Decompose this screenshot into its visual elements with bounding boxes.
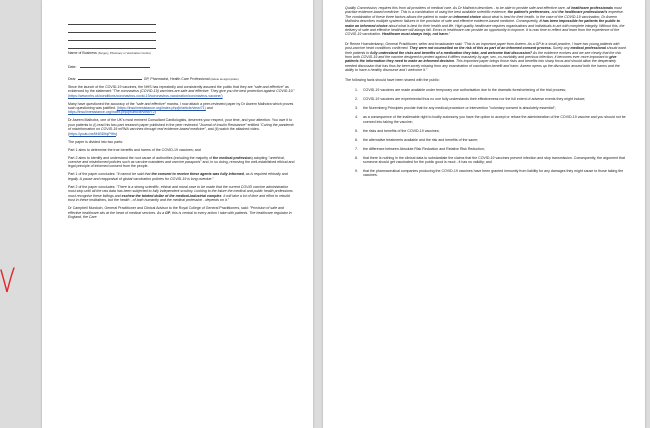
paragraph-nhs-claim: Since the launch of the COVID-19 vaccines, the NHS has repeatedly and consistently assured the public that they are "safe and effective" as evidenced by the statement "The coronavirus (COVID-19) vaccines are safe and effective. They give you the best protection against COVID-19." (https://www.nhs.uk/conditions/coronavirus-covid-19/coronavirus-vaccination/coronavirus-vaccine/) xyxy=(68,84,295,98)
address-line-1[interactable] xyxy=(68,24,156,25)
paragraph-part1-conclusion: Part 1 of the paper concludes: "It cannot be said that the consent to receive these agents was fully informed, as is required ethically and legally. A pause and reappraisal of global vaccination policies for COVID-19 is long overdue." xyxy=(68,172,288,181)
name-of-business-label: Name of Business (Surgery, Pharmacy or Vaccination Centre) xyxy=(68,51,151,55)
list-item: 1. COVID-19 vaccines are made available under temporary use authorisation due to the dramatic foreshortening of the trial process; xyxy=(359,88,628,92)
list-item: 8. that there is nothing in the clinical data to substantiate the claims that the COVID-19 vaccines prevent infection and stop transmission. Consequently, the argument that someone should get vaccinated for the public good is moot - it has no validity; and xyxy=(359,156,628,165)
video-link[interactable]: https://youtu.be/M4BDIfqPHfs xyxy=(69,131,116,136)
address-line-4[interactable] xyxy=(68,48,156,49)
paragraph-questioned: Many have questioned the accuracy of the "safe and effective" mantra. I now attach a peer-reviewed paper by Dr Aseem Malhotra which proves such questioning was justified. (https://insulinresistance.org/index.php/jir/article/view/71) and https://insulinresistance.org/index.php/jir/article/view/72) xyxy=(68,101,294,115)
list-item: 7. the difference between Absolute Risk Reduction and Relative Risk Reduction; xyxy=(359,147,628,151)
paper-link-1[interactable]: (https://insulinresistance.org/index.php/jir/article/view/71) xyxy=(116,106,206,111)
list-item: 9. that the pharmaceutical companies producing the COVID-19 vaccines have been granted immunity from liability for any damages they might cause to those taking the vaccines. xyxy=(359,169,628,178)
recipient-name-field[interactable] xyxy=(78,79,142,80)
list-item: 3. the Nuremberg Principles provide that for any medical procedure or intervention "voluntary consent is absolutely essential"; xyxy=(359,106,628,110)
letter-page-left xyxy=(42,0,313,428)
salutation: Dear GP, Pharmacist, Health Care Professional (delete as appropriate) xyxy=(68,76,239,81)
date-field[interactable] xyxy=(80,67,150,68)
letter-page-right xyxy=(323,0,645,428)
paragraph-part2-aim: Part 2 aims to identify and understand the root cause of authorities (including the majority of the medical profession) adopting "unethical, coercive and misinformed policies such as vaccine mandates and vaccine passports" and, in so doing, removing the well-established ethical and legal principle of informed consent from the people. xyxy=(68,155,295,169)
paper-link-2[interactable]: https://insulinresistance.org/index.php/jir/article/view/72 xyxy=(68,110,155,115)
address-line-3[interactable] xyxy=(68,40,156,41)
date-label: Date: xyxy=(68,65,296,69)
paragraph-two-parts: The paper is divided into two parts: xyxy=(68,139,124,144)
list-item: 4. as a consequence of the inalienable right to bodily autonomy you have the option to accept or refuse the administration of the COVID-19 vaccine and you should not be coerced into taking the vaccine; xyxy=(359,115,628,124)
paragraph-facts-intro: The following facts should have been shared with the public: xyxy=(345,77,440,82)
list-item: 2. COVID-19 vaccines are experimental thus no one fully understands their effectiveness nor the full extent of adverse events they might induce; xyxy=(359,97,628,101)
paragraph-malhotra: Dr Aseem Malhotra, one of the UK's most eminent Consultant Cardiologists, deserves your respect, your time, and your attention. You owe it to your patients to (i) read his two-part research paper published in the peer reviewed "Journal of Insulin Resistance" entitled "Curing the pandemic of misinformation on COVID-19 mRNA vaccines through real evidence-based medicine", and (ii) watch the attached video. (https://youtu.be/M4BDIfqPHfs) xyxy=(68,118,295,136)
paragraph-part2-conclusion: Part 2 of the paper concludes: "There is a strong scientific, ethical and moral case to be made that the current COVID vaccine administration must stop until all the raw data has been subjected to fully independent scrutiny. Looking to the future the medical and public health professions must recognise these failings and eschew the tainted dollar of the medical-industrial complex. It will take a lot of time and effort to rebuild trust in these institutions, but the health - of both humanity and the medical profession - depends on it." xyxy=(68,184,293,203)
nhs-link[interactable]: (https://www.nhs.uk/conditions/coronavirus-covid-19/coronavirus-vaccination/coronavirus-vaccine/) xyxy=(68,93,223,98)
paragraph-hoenderkamp: Dr Renee Hoenderkamp, General Practitioner, writer and broadcaster said: "This is an important paper from Aseem. As a GP in a small practice, I have two young patients with post-vaccine heart conditions confirmed. They were not counselled on the risk of this as part of an informed consent process. Surely any medical professional should want their patients to fully understand the risks and benefits of a medication they take, and welcome that discussion? As the evidence evolves and we see clearly that the risk from both COVID-19 and the vaccine designed to protect against it differs massively by age, sex, co-morbidity and previous infection, it becomes ever more important to give patients the information they need to make an informed decision. This important paper brings those risks and benefits into sharp focus and should allow the desperately needed discussion that has thus far been sorely missing from any examination of vaccination benefit and harm. Aseem opens up the discussion around both the harms and the ability to have a healthy discourse and I welcome it." xyxy=(345,41,626,73)
paragraph-murdoch: Dr Campbell Murdoch, General Practitioner and Clinical Advisor to the Royal College of General Practitioners, said: "Provision of safe and effective healthcare sits at the heart of medical services. As a GP, this is central to every action I take with patients. The healthcare regulator in England, the Care xyxy=(68,206,292,219)
paragraph-part1-aim: Part 1 aims to determine the true benefits and harms of the COVID-19 vaccines; and xyxy=(68,147,201,152)
list-item: 6. the alternative treatments available and the risk and benefits of the same; xyxy=(359,138,628,142)
paragraph-murdoch-continued: Quality Commission, requires this from all providers of medical care. As Dr Malhotra describes - to be able to provide safe and effective care, all healthcare professionals must practise evidence-based medicine. This is a combination of using the best available scientific evidence, the patient's preferences, and the healthcare professional's expertise. The combination of these three factors allows the patient to make an informed choice about what is best for their health. In the case of the COVID-19 vaccination, Dr Aseem Malhotra describes multiple systemic failures in the provision of safe and effective evidence-based medicine. Consequently, it has been impossible for patients the public to make an informed choice about what is best for their health and life. High quality healthcare requires organisations and individuals to act with complete integrity. Without this, the delivery of safe and effective healthcare will always fail. Errors in healthcare can provide an opportunity to improve. It is now time to reflect and learn from the experience of the COVID-19 vaccination. Healthcare must always help, not harm." xyxy=(345,6,625,37)
list-item: 5. the risks and benefits of the COVID-19 vaccines; xyxy=(359,129,628,133)
facts-list xyxy=(345,88,628,178)
red-pen-tick-mark xyxy=(0,266,16,301)
address-line-2[interactable] xyxy=(68,32,156,33)
